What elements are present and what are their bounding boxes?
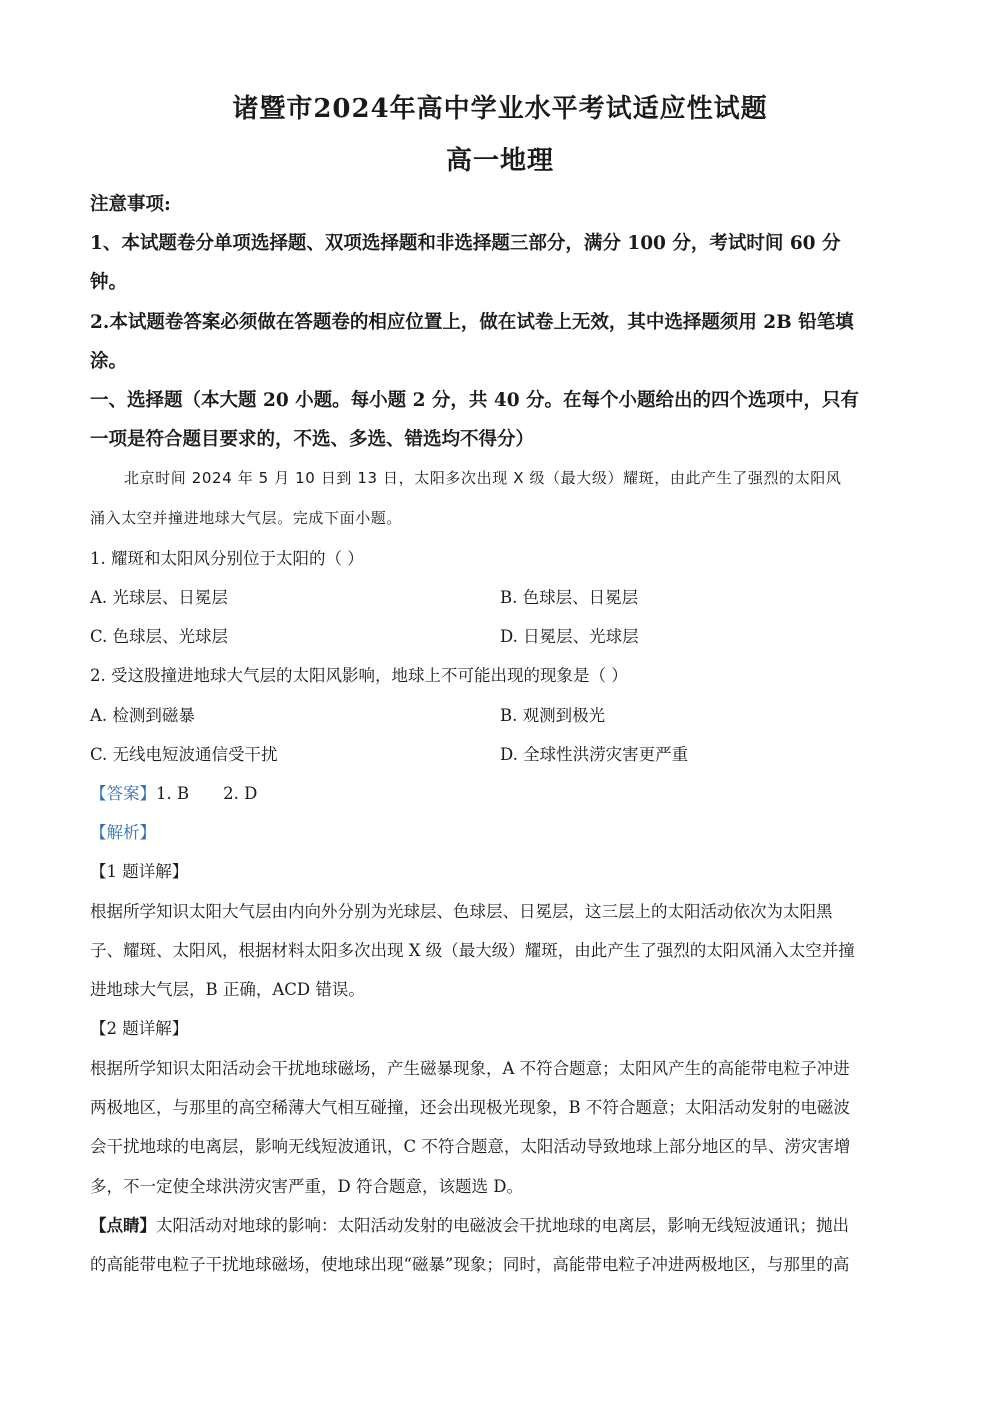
answer-row [90,780,910,804]
tip-label: 【点睛】 [90,1216,156,1235]
question-1-option-c: C. 色球层、光球层 [90,627,229,646]
analysis-label: 【解析】 [90,823,156,842]
passage-line-1: 北京时间 2024 年 5 月 10 日到 13 日，太阳多次出现 X 级（最大级）耀斑，由此产生了强烈的太阳风 [124,469,842,487]
tip-text-1: 太阳活动对地球的影响：太阳活动发射的电磁波会干扰地球的电离层，影响无线短波通讯；抛出 [156,1216,849,1235]
answer-1: 1. B [156,784,190,803]
note-item-1-line-2: 钟。 [90,272,128,293]
exam-subject: 高一地理 [445,146,554,176]
question-2-option-c: C. 无线电短波通信受干扰 [90,745,278,764]
answer-label: 【答案】 [90,784,156,803]
q2-detail-heading: 【2 题详解】 [90,1019,189,1038]
question-2-option-a: A. 检测到磁暴 [90,706,195,725]
exam-title: 诸暨市2024年高中学业水平考试适应性试题 [232,94,768,124]
q1-detail-line-2: 子、耀斑、太阳风，根据材料太阳多次出现 X 级（最大级）耀斑，由此产生了强烈的太阳风涌入太空并撞 [90,941,855,960]
q1-detail-line-1: 根据所学知识太阳大气层由内向外分别为光球层、色球层、日冕层，这三层上的太阳活动依次为太阳黑 [90,902,833,921]
q2-detail-line-1: 根据所学知识太阳活动会干扰地球磁场，产生磁暴现象，A 不符合题意；太阳风产生的高能带电粒子冲进 [90,1059,850,1078]
note-item-1-line-1: 1、本试题卷分单项选择题、双项选择题和非选择题三部分，满分 100 分，考试时间 60 分 [90,233,841,254]
notes-heading: 注意事项: [90,194,171,215]
tip-line-2: 的高能带电粒子干扰地球磁场，使地球出现“磁暴”现象；同时，高能带电粒子冲进两极地区，与那里的高 [90,1255,850,1274]
note-item-2-line-2: 涂。 [90,351,128,372]
question-2-option-b: B. 观测到极光 [500,706,606,725]
q1-detail-heading: 【1 题详解】 [90,862,189,881]
passage-line-2: 涌入太空并撞进地球大气层。完成下面小题。 [90,509,403,527]
question-2-stem: 2. 受这股撞进地球大气层的太阳风影响，地球上不可能出现的现象是（ ） [90,666,628,685]
question-1-stem: 1. 耀斑和太阳风分别位于太阳的（ ） [90,549,364,568]
q2-detail-line-3: 会干扰地球的电离层，影响无线短波通讯，C 不符合题意，太阳活动导致地球上部分地区的旱、涝灾害增 [90,1137,851,1156]
question-2-option-d: D. 全球性洪涝灾害更严重 [500,745,689,764]
note-item-2-line-1: 2.本试题卷答案必须做在答题卷的相应位置上，做在试卷上无效，其中选择题须用 2B 铅笔填 [90,312,854,333]
section-heading-line-2: 一项是符合题目要求的，不选、多选、错选均不得分） [90,429,535,450]
section-heading-line-1: 一、选择题（本大题 20 小题。每小题 2 分，共 40 分。在每个小题给出的四个选项中，只有 [90,390,860,411]
question-1-option-b: B. 色球层、日冕层 [500,588,639,607]
question-1-option-a: A. 光球层、日冕层 [90,588,228,607]
tip-line-1 [90,1212,910,1236]
question-1-option-d: D. 日冕层、光球层 [500,627,639,646]
answer-2: 2. D [223,784,258,803]
q1-detail-line-3: 进地球大气层，B 正确，ACD 错误。 [90,980,365,999]
q2-detail-line-2: 两极地区，与那里的高空稀薄大气相互碰撞，还会出现极光现象，B 不符合题意；太阳活动发射的电磁波 [90,1098,850,1117]
q2-detail-line-4: 多，不一定使全球洪涝灾害严重，D 符合题意，该题选 D。 [90,1177,523,1196]
